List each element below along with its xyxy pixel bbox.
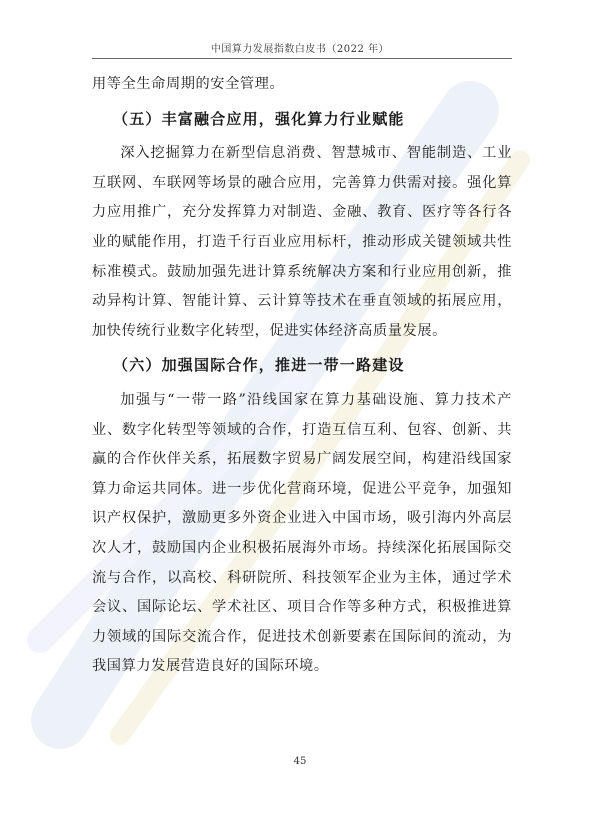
page-number: 45 [293,756,307,767]
header-divider [92,58,512,59]
section-six-heading: （六）加强国际合作，推进一带一路建设 [113,356,405,375]
page-body [92,70,512,682]
section-five-heading: （五）丰富融合应用，强化算力行业赋能 [113,109,405,128]
section-six-paragraph: 加强与“一带一路”沿线国家在算力基础设施、算力技术产业、数字化转型等领域的合作，打造互信互利、包容、创新、共赢的合作伙伴关系，拓展数字贸易广阔发展空间，构建沿线国家算力命运共同体。进一步优化营商环境，促进公平竞争，加强知识产权保护，激励更多外资企业进入中国市场，吸引海内外高层次人才，鼓励国内企业积极拓展海外市场。持续深化拓展国际交流与合作，以高校、科研院所、科技领军企业为主体，通过学术会议、国际论坛、学术社区、项目合作等多种方式，积极推进算力领域的国际交流合作，促进技术创新要素在国际间的流动，为我国算力发展营造良好的国际环境。 [92,391,512,675]
running-header: 中国算力发展指数白皮书（2022 年） [210,44,390,55]
intro-line: 用等全生命周期的安全管理。 [92,76,285,92]
section-five-paragraph: 深入挖掘算力在新型信息消费、智慧城市、智能制造、工业互联网、车联网等场景的融合应用，完善算力供需对接。强化算力应用推广，充分发挥算力对制造、金融、教育、医疗等各行各业的赋能作用，打造千行百业应用标杆，推动形成关键领域共性标准模式。鼓励加强先进计算系统解决方案和行业应用创新，推动异构计算、智能计算、云计算等技术在垂直领域的拓展应用，加快传统行业数字化转型，促进实体经济高质量发展。 [92,145,512,339]
